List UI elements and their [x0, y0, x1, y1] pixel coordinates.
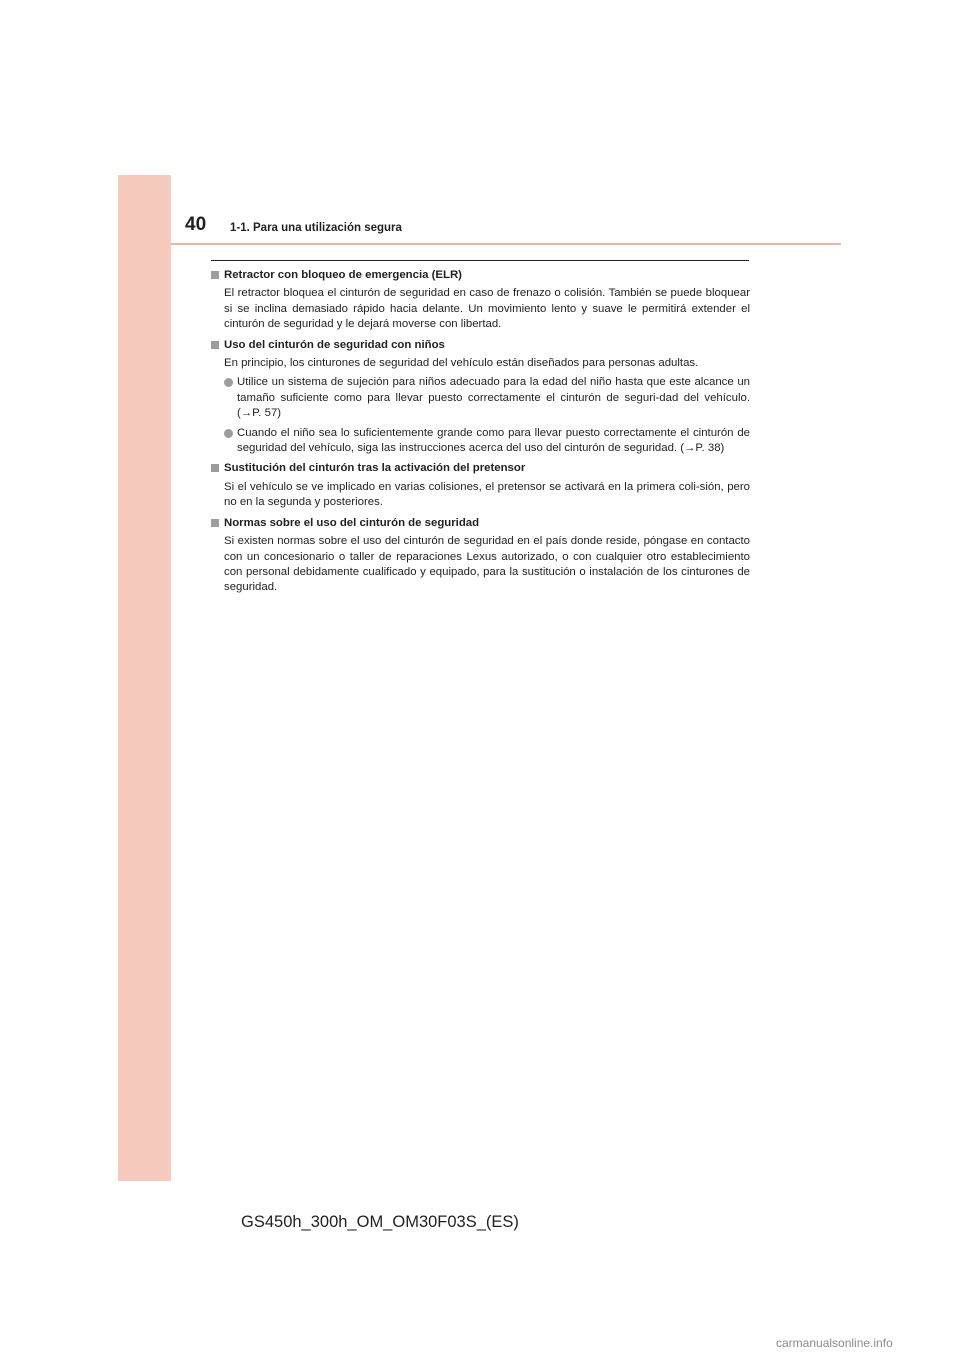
section-heading-text: Uso del cinturón de seguridad con niños: [224, 338, 445, 351]
section-heading-text: Normas sobre el uso del cinturón de seguridad: [224, 516, 480, 529]
list-item-text: Utilice un sistema de sujeción para niños adecuado para la edad del niño hasta que este alcance un tamaño suficiente como para llevar puesto correctamente el cinturón de seguri-dad del vehículo. (→P. 57): [237, 376, 750, 420]
section-paragraph: Si existen normas sobre el uso del cinturón de seguridad en el país donde reside, póngase en contacto con un concesionario o taller de reparaciones Lexus autorizado, o con cualquier otro establecimiento con personal debidamente cualificado y equipado, para la sustitución o instalación de los cinturones de seguridad.: [224, 535, 750, 594]
section-heading: [211, 516, 750, 531]
section-title: 1-1. Para una utilización segura: [230, 222, 402, 234]
section-paragraph: Si el vehículo se ve implicado en varias colisiones, el pretensor se activará en la primera coli-sión, pero no en la segunda y posteriores.: [224, 480, 750, 509]
section-heading-text: Sustitución del cinturón tras la activación del pretensor: [224, 462, 526, 475]
list-item: [224, 375, 750, 421]
section-regulations: [211, 516, 750, 596]
section-heading: [211, 268, 750, 283]
square-bullet-icon: [211, 341, 219, 349]
section-heading: [211, 338, 750, 353]
section-heading-text: Retractor con bloqueo de emergencia (ELR): [224, 269, 462, 281]
content-top-rule: [211, 260, 749, 261]
page-content: [211, 268, 750, 601]
square-bullet-icon: [211, 519, 219, 527]
section-children: [211, 338, 750, 457]
section-paragraph: En principio, los cinturones de seguridad del vehículo están diseñados para personas adultas.: [224, 357, 699, 370]
list-item-text: Cuando el niño sea lo suficientemente grande como para llevar puesto correctamente el cinturón de seguridad del vehículo, siga las instrucciones acerca del uso del cinturón de seguridad. (→P. 38): [237, 426, 750, 455]
section-elr: [211, 268, 750, 333]
watermark-text: carmanualsonline.info: [776, 1336, 893, 1350]
section-heading: [211, 461, 750, 476]
list-item: [224, 426, 750, 457]
header-rule: [171, 243, 841, 245]
page-side-band: [118, 175, 171, 1181]
square-bullet-icon: [211, 271, 219, 279]
section-pretensioner: [211, 461, 750, 510]
square-bullet-icon: [211, 464, 219, 472]
page-number: 40: [185, 214, 207, 235]
section-paragraph: El retractor bloquea el cinturón de seguridad en caso de frenazo o colisión. También se puede bloquear si se inclina demasiado rápido hacia delante. Un movimiento lento y suave le permitirá extender el cinturón de seguridad y le dejará moverse con libertad.: [224, 287, 750, 331]
document-code-footer: GS450h_300h_OM_OM30F03S_(ES): [241, 1213, 519, 1231]
round-bullet-icon: [224, 429, 233, 438]
round-bullet-icon: [224, 378, 233, 387]
